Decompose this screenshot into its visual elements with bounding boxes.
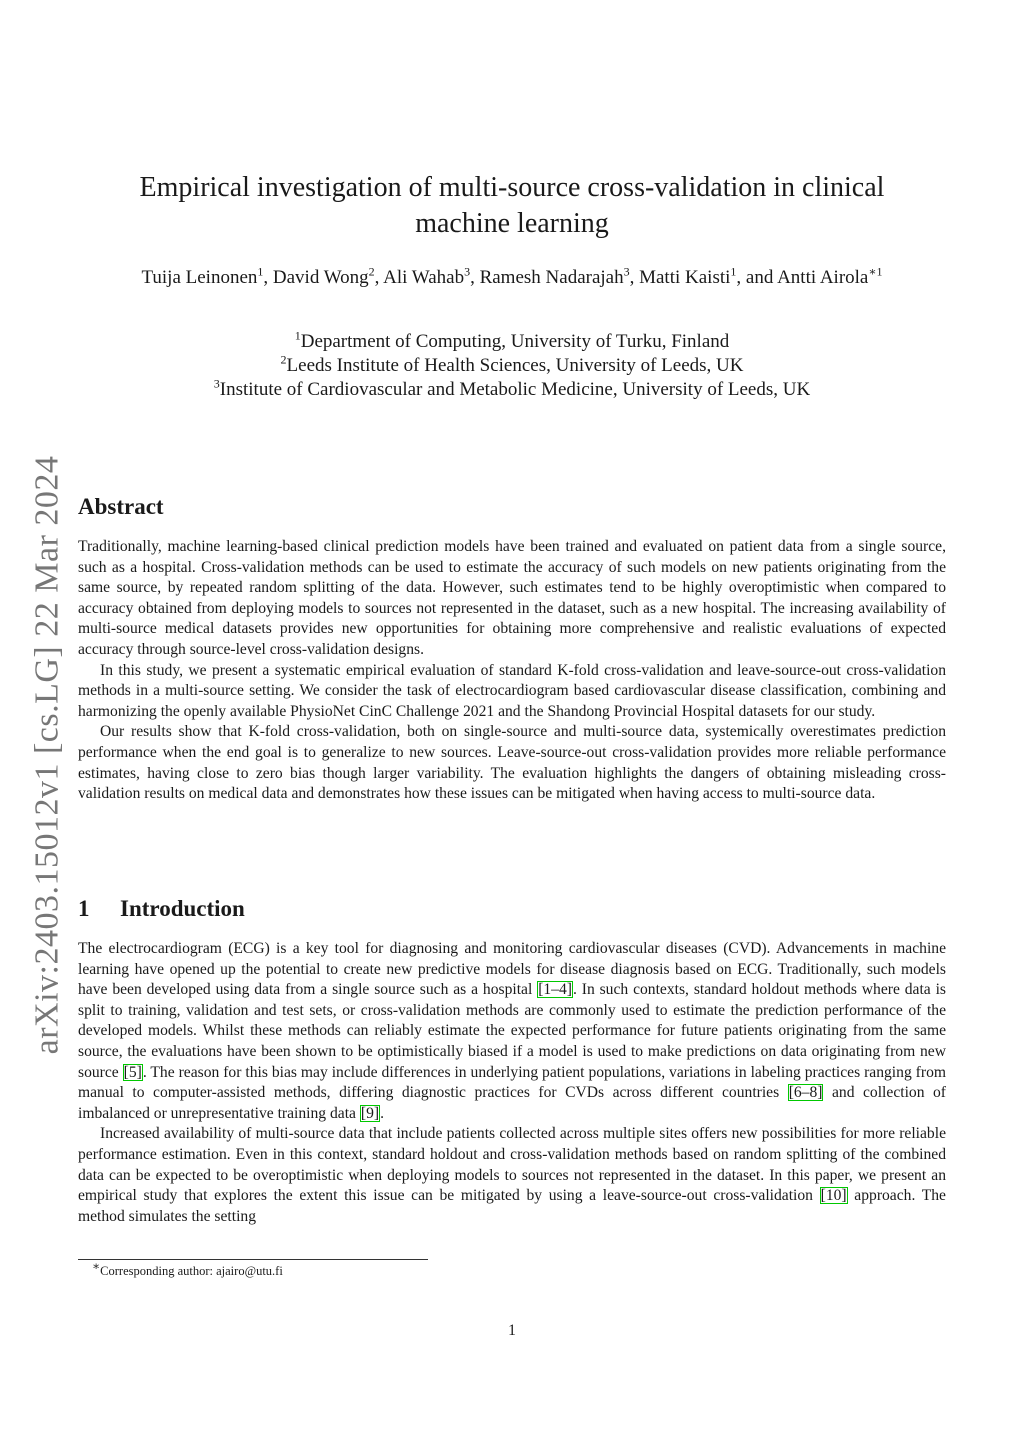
text-run: . In such contexts, standard holdout methods where data is split to training, validation and test sets, or cross-validation methods are commonly used to estimate the prediction performance of the developed models. Whilst these methods can reliably estimate the expected performance for future patients originating from the same source, the evaluations have been shown to be optimistically biased if a model is used to make predictions on data originating from new source (78, 981, 946, 1081)
footnote-text: Corresponding author: ajairo@utu.fi (100, 1264, 283, 1278)
affiliation (100, 330, 924, 354)
introduction-paragraph (78, 1124, 946, 1227)
abstract-paragraph: Traditionally, machine learning-based clinical prediction models have been trained and evaluated on patient data from a single source, such as a hospital. Cross-validation methods can be used to estimate the accuracy of such models on new patients originating from the same source, by repeated random splitting of the data. However, such estimates tend to be highly overoptimistic when compared to accuracy obtained from deploying models to sources not represented in the dataset, such as a new hospital. The increasing availability of multi-source medical datasets provides new opportunities for obtaining more comprehensive and realistic evaluations of expected accuracy through source-level cross-validation designs. (78, 538, 946, 658)
abstract-paragraph: Our results show that K-fold cross-validation, both on single-source and multi-source data, systemically overestimates prediction performance when the end goal is to generalize to new sources. Leave-source-out cross-validation provides more reliable performance estimates, having close to zero bias though larger variability. The evaluation highlights the dangers of obtaining misleading cross-validation results on medical data and demonstrates how these issues can be mitigated when having access to multi-source data. (78, 723, 946, 803)
author-name: Ramesh Nadarajah (479, 267, 624, 288)
section-heading-introduction (78, 896, 245, 922)
affiliation (100, 354, 924, 378)
affiliation-text: Leeds Institute of Health Sciences, University of Leeds, UK (286, 355, 744, 376)
author-name: Tuija Leinonen (141, 267, 258, 288)
text-run: and collection of imbalanced or unrepresentative training data (78, 1084, 946, 1122)
affiliation-mark: 2 (280, 352, 287, 367)
affiliation-text: Department of Computing, University of Turku, Finland (300, 331, 730, 352)
abstract-body (78, 537, 946, 805)
paper-title: Empirical investigation of multi-source cross-validation in clinical machine learning (139, 172, 885, 239)
citation-link[interactable]: [9] (360, 1104, 380, 1122)
text-run: Increased availability of multi-source data that include patients collected across multiple sites offers new possibilities for more reliable performance estimation. Even in this context, standard holdout and cross-validation methods based on random splitting of the combined data can be expected to be overoptimistic when deploying models to sources not represented in the dataset. In this paper, we present an empirical study that explores the extent this issue can be mitigated by using a leave-source-out cross-validation (78, 1125, 946, 1205)
footnote (92, 1258, 283, 1279)
author-name: David Wong (272, 267, 369, 288)
text-run: approach. The method simulates the setting (78, 1187, 946, 1225)
section-title: Introduction (120, 896, 245, 921)
author-affiliation-mark: 3 (623, 264, 630, 279)
text-run: The electrocardiogram (ECG) is a key tool for diagnosing and monitoring cardiovascular diseases (CVD). Advancements in machine learning have opened up the potential to create new predictive models for disease diagnosis based on ECG. Traditionally, such models have been developed using data from a single source such as a hospital (78, 940, 946, 999)
author-list: Tuija Leinonen$^1$, David Wong$^2$, Ali Wahab$^3$, Ramesh Nadarajah$^3$, Matti Kaisti$^1$, and Antti Airola$^{∗1}$ (141, 264, 883, 288)
author-affiliation-mark: 2 (368, 264, 375, 279)
citation-link[interactable]: [5] (123, 1063, 142, 1081)
abstract-heading: Abstract (78, 494, 164, 519)
citation-link[interactable]: [10] (820, 1187, 847, 1205)
arxiv-identifier-text: arXiv:2403.15012v1 [cs.LG] 22 Mar 2024 (28, 455, 66, 1055)
affiliation (100, 378, 924, 402)
footnote-mark: ∗ (92, 1258, 101, 1273)
citation-link[interactable]: [6–8] (788, 1084, 823, 1102)
affiliation-mark: 1 (294, 328, 301, 343)
introduction-body (78, 939, 946, 1227)
author-conjunction: and (745, 267, 774, 288)
author-affiliation-mark: 1 (257, 264, 264, 279)
affiliation-text: Institute of Cardiovascular and Metabolic Medicine, University of Leeds, UK (219, 379, 811, 400)
affiliation-mark: 3 (213, 376, 220, 391)
author-affiliation-mark: ∗1 (868, 264, 883, 279)
text-run: . (380, 1104, 384, 1122)
author-affiliation-mark: 1 (730, 264, 737, 279)
author-affiliation-mark: 3 (464, 264, 471, 279)
introduction-paragraph (78, 939, 946, 1124)
affiliation-list (100, 330, 924, 402)
citation-link[interactable]: [1–4] (538, 981, 572, 999)
author-name: Matti Kaisti (639, 267, 731, 288)
page-number: 1 (508, 1322, 516, 1339)
text-run: . The reason for this bias may include differences in underlying patient populations, variations in labeling practices ranging from manual to computer-assisted methods, differing diagnostic practices for CVDs across different countries (78, 1063, 946, 1102)
arxiv-identifier (8, 450, 86, 1060)
section-number: 1 (78, 896, 90, 921)
abstract-paragraph: In this study, we present a systematic empirical evaluation of standard K-fold cross-validation and leave-source-out cross-validation methods in a multi-source setting. We consider the task of electrocardiogram based cardiovascular disease classification, combining and harmonizing the openly available PhysioNet CinC Challenge 2021 and the Shandong Provincial Hospital datasets for our study. (78, 661, 946, 720)
author-name: Antti Airola (777, 267, 869, 288)
footnote-rule (78, 1259, 428, 1260)
author-name: Ali Wahab (383, 267, 465, 288)
